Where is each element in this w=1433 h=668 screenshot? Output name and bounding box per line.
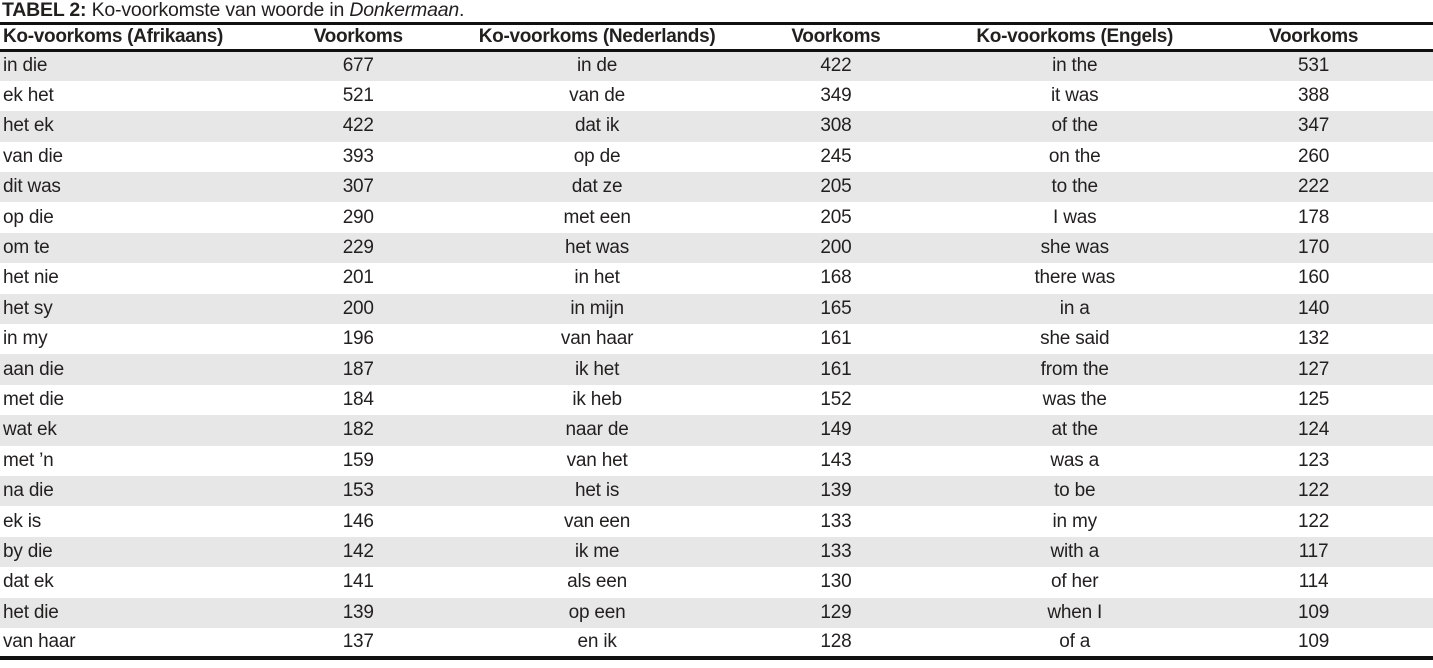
cooccurrence-cell: she was [1040, 237, 1109, 259]
cooccurrence-cell: in mijn [570, 297, 624, 319]
cooccurrence-cell: van een [563, 510, 631, 532]
cooccurrence-cell: ek is [3, 510, 42, 532]
table-row [0, 142, 1433, 172]
frequency-cell: 123 [1298, 449, 1330, 471]
frequency-cell: 140 [1298, 297, 1330, 319]
frequency-cell: 290 [342, 206, 374, 228]
cooccurrence-cell: ik me [574, 540, 620, 562]
header-engels-cooccurrence: Ko-voorkoms (Engels) [955, 24, 1194, 51]
cooccurrence-cell: of her [1051, 571, 1099, 593]
table-row [0, 628, 1433, 658]
frequency-cell: 143 [820, 449, 852, 471]
frequency-cell: 170 [1298, 237, 1330, 259]
table-row [0, 537, 1433, 567]
frequency-cell: 122 [1298, 480, 1330, 502]
frequency-cell: 349 [820, 85, 852, 107]
table-caption-label: TABEL 2: [2, 0, 87, 21]
cooccurrence-cell: in het [574, 267, 620, 289]
table-row [0, 476, 1433, 506]
cooccurrence-cell: het is [574, 480, 620, 502]
table-row [0, 324, 1433, 354]
frequency-cell: 139 [342, 601, 374, 623]
frequency-cell: 222 [1298, 176, 1330, 198]
frequency-cell: 133 [820, 540, 852, 562]
cooccurrence-cell: op een [568, 601, 626, 623]
cooccurrence-cell: from the [1040, 358, 1109, 380]
cooccurrence-cell: het ek [3, 115, 54, 137]
table-row [0, 506, 1433, 536]
table-body [0, 51, 1433, 659]
table-caption-period: . [459, 0, 465, 21]
cooccurrence-cell: dat ik [574, 115, 620, 137]
frequency-cell: 114 [1298, 571, 1329, 593]
frequency-cell: 165 [820, 297, 852, 319]
cooccurrence-cell: dat ze [571, 176, 623, 198]
cooccurrence-cell: met een [563, 206, 631, 228]
table-header-row [0, 24, 1433, 51]
table-caption-book-title: Donkermaan [349, 0, 459, 21]
cooccurrence-cell: in de [576, 55, 618, 77]
cooccurrence-cell: naar de [565, 419, 629, 441]
frequency-cell: 153 [342, 480, 374, 502]
cooccurrence-cell: was the [1042, 388, 1107, 410]
cooccurrence-cell: het sy [3, 297, 53, 319]
cooccurrence-cell: ek het [3, 85, 54, 107]
cooccurrence-cell: to the [1051, 176, 1098, 198]
table-row [0, 51, 1433, 81]
cooccurrence-cell: op de [573, 145, 621, 167]
cooccurrence-cell: I was [1053, 206, 1097, 228]
cooccurrence-cell: on the [1048, 145, 1101, 167]
frequency-cell: 307 [342, 176, 374, 198]
cooccurrence-frequency-table [0, 22, 1433, 660]
cooccurrence-cell: in my [3, 328, 48, 350]
cooccurrence-cell: wat ek [3, 419, 57, 441]
frequency-cell: 531 [1298, 55, 1330, 77]
table-row [0, 598, 1433, 628]
cooccurrence-cell: als een [567, 571, 627, 593]
cooccurrence-cell: van die [3, 145, 63, 167]
frequency-cell: 128 [820, 631, 852, 653]
frequency-cell: 129 [820, 601, 852, 623]
frequency-cell: 141 [342, 571, 374, 593]
frequency-cell: 125 [1298, 388, 1330, 410]
cooccurrence-cell: op die [3, 206, 54, 228]
cooccurrence-cell: aan die [3, 358, 64, 380]
header-nederlands-frequency: Voorkoms [716, 24, 955, 51]
frequency-cell: 200 [342, 297, 374, 319]
cooccurrence-cell: in a [1059, 297, 1090, 319]
cooccurrence-cell: of the [1051, 115, 1098, 137]
table-row [0, 446, 1433, 476]
frequency-cell: 139 [820, 480, 852, 502]
frequency-cell: 200 [820, 237, 852, 259]
cooccurrence-cell: of a [1059, 631, 1091, 653]
frequency-cell: 422 [820, 55, 852, 77]
frequency-cell: 187 [342, 358, 374, 380]
table-row [0, 111, 1433, 141]
frequency-cell: 109 [1298, 601, 1330, 623]
frequency-cell: 124 [1298, 419, 1330, 441]
header-engels-frequency: Voorkoms [1194, 24, 1433, 51]
cooccurrence-cell: van haar [560, 328, 634, 350]
cooccurrence-cell: was a [1050, 449, 1100, 471]
frequency-cell: 388 [1298, 85, 1330, 107]
cooccurrence-cell: en ik [577, 631, 617, 653]
frequency-cell: 146 [342, 510, 374, 532]
table-caption [0, 0, 1433, 22]
table-row [0, 233, 1433, 263]
cooccurrence-cell: van haar [3, 631, 76, 653]
frequency-cell: 245 [820, 145, 852, 167]
frequency-cell: 142 [342, 540, 374, 562]
cooccurrence-cell: there was [1034, 267, 1116, 289]
frequency-cell: 260 [1298, 145, 1330, 167]
frequency-cell: 201 [342, 267, 374, 289]
frequency-cell: 308 [820, 115, 852, 137]
frequency-cell: 182 [342, 419, 374, 441]
frequency-cell: 168 [820, 267, 852, 289]
frequency-cell: 205 [820, 206, 852, 228]
cooccurrence-cell: om te [3, 237, 50, 259]
frequency-cell: 178 [1298, 206, 1330, 228]
cooccurrence-cell: she said [1040, 328, 1110, 350]
table-row [0, 354, 1433, 384]
cooccurrence-cell: van de [569, 85, 625, 107]
table-row [0, 263, 1433, 293]
cooccurrence-cell: het was [565, 237, 630, 259]
table-caption-text: Ko-voorkomste van woorde in [91, 0, 345, 21]
cooccurrence-cell: at the [1051, 419, 1098, 441]
cooccurrence-cell: in my [1052, 510, 1097, 532]
cooccurrence-cell: in die [3, 55, 48, 77]
cooccurrence-cell: met ’n [3, 449, 54, 471]
frequency-cell: 127 [1298, 358, 1330, 380]
table-row [0, 385, 1433, 415]
table-row [0, 294, 1433, 324]
cooccurrence-cell: ik het [574, 358, 620, 380]
frequency-cell: 117 [1298, 540, 1329, 562]
cooccurrence-cell: ik heb [572, 388, 622, 410]
cooccurrence-cell: with a [1050, 540, 1099, 562]
frequency-cell: 677 [342, 55, 374, 77]
cooccurrence-cell: met die [3, 388, 64, 410]
cooccurrence-cell: to be [1054, 480, 1096, 502]
frequency-cell: 149 [820, 419, 852, 441]
table-row [0, 202, 1433, 232]
frequency-cell: 109 [1298, 631, 1330, 653]
header-afrikaans-cooccurrence: Ko-voorkoms (Afrikaans) [0, 24, 239, 51]
cooccurrence-cell: by die [3, 540, 53, 562]
cooccurrence-cell: van het [566, 449, 628, 471]
table-row [0, 415, 1433, 445]
frequency-cell: 137 [342, 631, 374, 653]
cooccurrence-cell: het die [3, 601, 59, 623]
table-row [0, 81, 1433, 111]
frequency-cell: 130 [820, 571, 852, 593]
cooccurrence-cell: when I [1047, 601, 1103, 623]
frequency-cell: 422 [342, 115, 374, 137]
frequency-cell: 152 [820, 388, 852, 410]
cooccurrence-cell: dit was [3, 176, 61, 198]
table-row [0, 567, 1433, 597]
cooccurrence-cell: in the [1052, 55, 1098, 77]
frequency-cell: 229 [342, 237, 374, 259]
table-row [0, 172, 1433, 202]
frequency-cell: 196 [342, 328, 374, 350]
frequency-cell: 133 [820, 510, 852, 532]
frequency-cell: 161 [820, 328, 852, 350]
cooccurrence-cell: dat ek [3, 571, 54, 593]
frequency-cell: 161 [820, 358, 852, 380]
frequency-cell: 160 [1298, 267, 1330, 289]
cooccurrence-cell: het nie [3, 267, 59, 289]
frequency-cell: 122 [1298, 510, 1330, 532]
frequency-cell: 132 [1298, 328, 1330, 350]
frequency-cell: 159 [342, 449, 374, 471]
cooccurrence-cell: na die [3, 480, 54, 502]
cooccurrence-cell: it was [1051, 85, 1099, 107]
frequency-cell: 184 [342, 388, 374, 410]
frequency-cell: 521 [342, 85, 374, 107]
frequency-cell: 347 [1298, 115, 1330, 137]
header-nederlands-cooccurrence: Ko-voorkoms (Nederlands) [478, 24, 717, 51]
header-afrikaans-frequency: Voorkoms [239, 24, 478, 51]
frequency-cell: 205 [820, 176, 852, 198]
frequency-cell: 393 [342, 145, 374, 167]
